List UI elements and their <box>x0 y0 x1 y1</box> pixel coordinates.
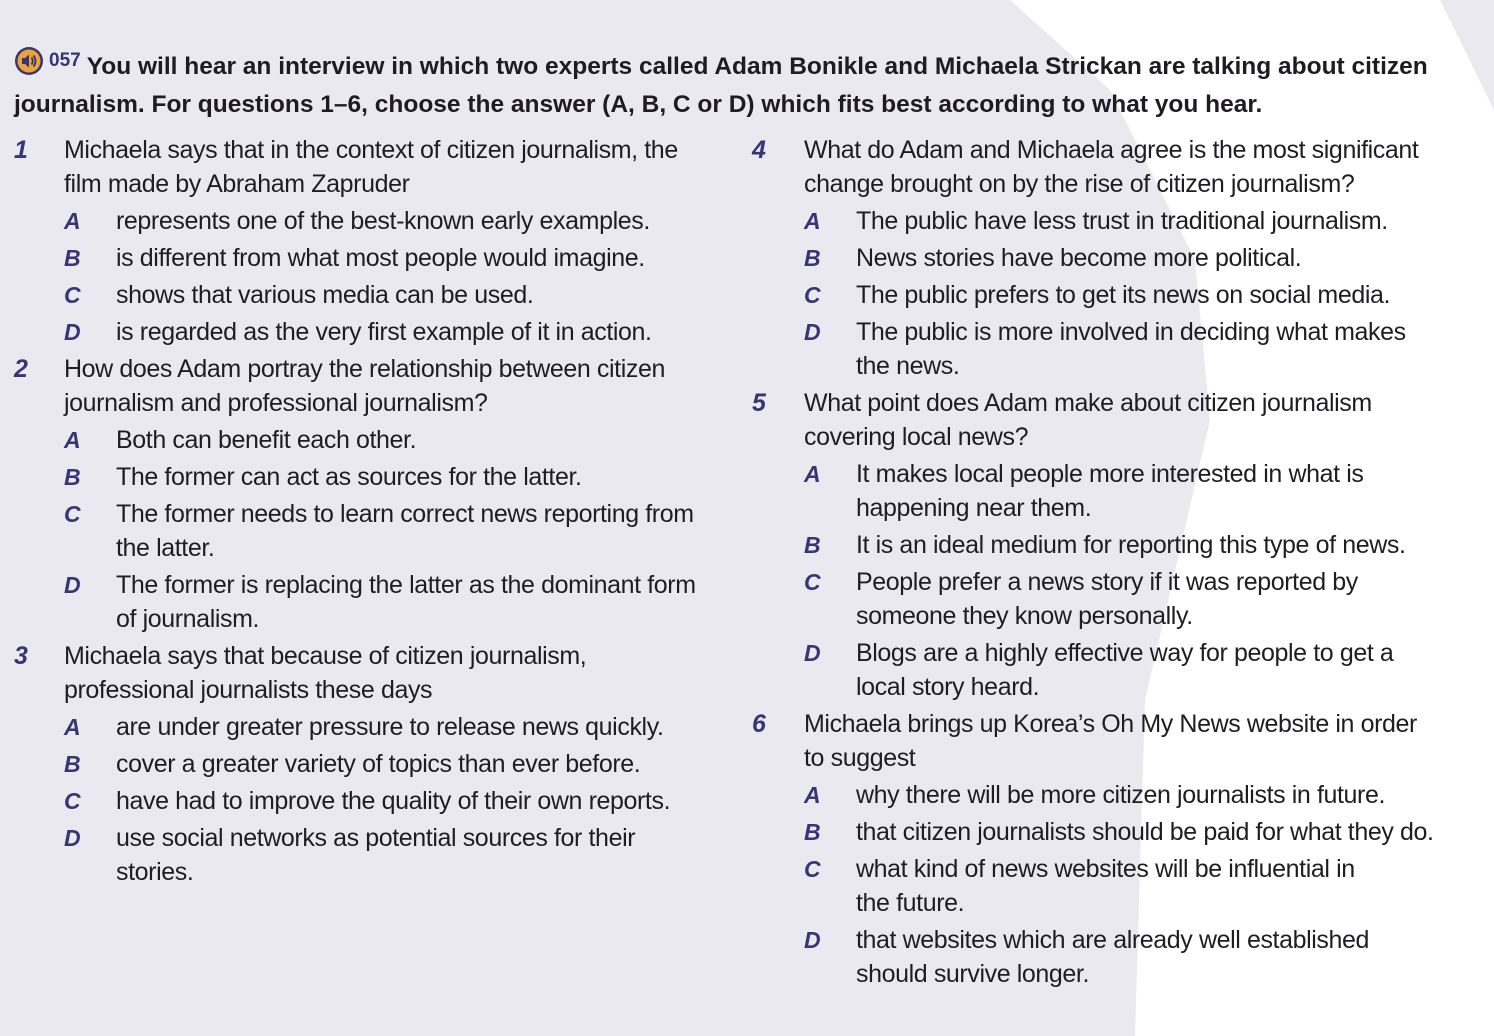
option-letter: D <box>804 640 821 666</box>
option-text: that websites which are already well established should survive longer. <box>856 926 1370 988</box>
audio-track[interactable] <box>14 42 81 80</box>
question-stem: How does Adam portray the relationship between citizen journalism and professional journalism? <box>64 355 665 417</box>
question-number: 4 <box>752 136 766 164</box>
option-letter: B <box>64 751 81 777</box>
option-letter: D <box>64 825 81 851</box>
option-letter: A <box>804 782 821 808</box>
option-letter: C <box>804 856 821 882</box>
option-letter: D <box>64 572 81 598</box>
option-b[interactable] <box>804 815 1480 849</box>
option-d[interactable] <box>64 568 715 636</box>
audio-speaker-icon[interactable] <box>14 46 44 76</box>
option-letter: A <box>804 461 821 487</box>
option-c[interactable] <box>804 852 1480 920</box>
question-1 <box>0 133 715 349</box>
question-stem: What point does Adam make about citizen journalism covering local news? <box>804 389 1372 451</box>
option-letter: D <box>64 319 81 345</box>
option-letter: D <box>804 319 821 345</box>
question-5 <box>740 386 1480 704</box>
option-text: Blogs are a highly effective way for people to get a local story heard. <box>856 639 1394 701</box>
option-text: use social networks as potential sources for their stories. <box>116 824 636 886</box>
option-b[interactable] <box>804 241 1480 275</box>
option-text: represents one of the best-known early examples. <box>116 207 650 235</box>
question-6 <box>740 707 1480 991</box>
option-text: shows that various media can be used. <box>116 281 534 309</box>
option-a[interactable] <box>64 710 715 744</box>
option-text: cover a greater variety of topics than ever before. <box>116 750 641 778</box>
option-c[interactable] <box>64 784 715 818</box>
option-letter: B <box>804 245 821 271</box>
option-text: are under greater pressure to release news quickly. <box>116 713 664 741</box>
option-a[interactable] <box>804 778 1480 812</box>
option-text: what kind of news websites will be influential in the future. <box>856 855 1355 917</box>
option-text: The public is more involved in deciding what makes the news. <box>856 318 1406 380</box>
instructions <box>14 42 1464 124</box>
option-a[interactable] <box>804 457 1480 525</box>
option-text: that citizen journalists should be paid for what they do. <box>856 818 1434 846</box>
option-d[interactable] <box>64 821 715 889</box>
option-c[interactable] <box>804 565 1480 633</box>
option-text: News stories have become more political. <box>856 244 1302 272</box>
option-b[interactable] <box>64 460 715 494</box>
option-letter: C <box>804 569 821 595</box>
question-stem: Michaela says that because of citizen journalism, professional journalists these days <box>64 642 587 704</box>
option-letter: D <box>804 927 821 953</box>
option-d[interactable] <box>64 315 715 349</box>
question-number: 1 <box>14 136 28 164</box>
question-number: 2 <box>14 355 28 383</box>
question-3 <box>0 639 715 889</box>
question-stem: Michaela says that in the context of citizen journalism, the film made by Abraham Zapruder <box>64 136 678 198</box>
option-d[interactable] <box>804 923 1480 991</box>
question-number: 3 <box>14 642 28 670</box>
option-text: The former needs to learn correct news reporting from the latter. <box>116 500 694 562</box>
option-c[interactable] <box>64 278 715 312</box>
option-text: The public prefers to get its news on social media. <box>856 281 1391 309</box>
option-letter: C <box>64 282 81 308</box>
question-4 <box>740 133 1480 383</box>
option-c[interactable] <box>64 497 715 565</box>
option-a[interactable] <box>64 204 715 238</box>
option-b[interactable] <box>64 747 715 781</box>
questions-right-column <box>740 133 1480 991</box>
question-number: 5 <box>752 389 766 417</box>
option-letter: B <box>804 819 821 845</box>
option-b[interactable] <box>804 528 1480 562</box>
option-text: It makes local people more interested in what is happening near them. <box>856 460 1364 522</box>
option-letter: A <box>64 208 81 234</box>
option-letter: A <box>804 208 821 234</box>
instructions-text: You will hear an interview in which two experts called Adam Bonikle and Michaela Strickan are talking about citizen journalism. For questions 1–6, choose the answer (A, B, C or D) which fits best according to what you hear. <box>14 53 1428 118</box>
option-letter: B <box>64 245 81 271</box>
option-a[interactable] <box>64 423 715 457</box>
option-letter: B <box>804 532 821 558</box>
option-text: have had to improve the quality of their own reports. <box>116 787 671 815</box>
option-text: Both can benefit each other. <box>116 426 417 454</box>
option-d[interactable] <box>804 315 1480 383</box>
option-a[interactable] <box>804 204 1480 238</box>
question-number: 6 <box>752 710 766 738</box>
option-letter: C <box>64 501 81 527</box>
option-text: why there will be more citizen journalists in future. <box>856 781 1386 809</box>
option-letter: C <box>804 282 821 308</box>
option-text: The public have less trust in traditional journalism. <box>856 207 1388 235</box>
option-letter: A <box>64 714 81 740</box>
option-text: is regarded as the very first example of it in action. <box>116 318 652 346</box>
question-stem: Michaela brings up Korea’s Oh My News website in order to suggest <box>804 710 1417 772</box>
question-2 <box>0 352 715 636</box>
option-text: The former can act as sources for the latter. <box>116 463 582 491</box>
question-stem: What do Adam and Michaela agree is the most significant change brought on by the rise of citizen journalism? <box>804 136 1419 198</box>
option-text: The former is replacing the latter as the dominant form of journalism. <box>116 571 696 633</box>
questions-left-column <box>0 133 715 889</box>
option-d[interactable] <box>804 636 1480 704</box>
option-text: It is an ideal medium for reporting this type of news. <box>856 531 1406 559</box>
track-number: 057 <box>49 50 81 71</box>
option-text: People prefer a news story if it was reported by someone they know personally. <box>856 568 1358 630</box>
option-text: is different from what most people would imagine. <box>116 244 645 272</box>
option-letter: A <box>64 427 81 453</box>
option-letter: C <box>64 788 81 814</box>
option-c[interactable] <box>804 278 1480 312</box>
option-b[interactable] <box>64 241 715 275</box>
option-letter: B <box>64 464 81 490</box>
